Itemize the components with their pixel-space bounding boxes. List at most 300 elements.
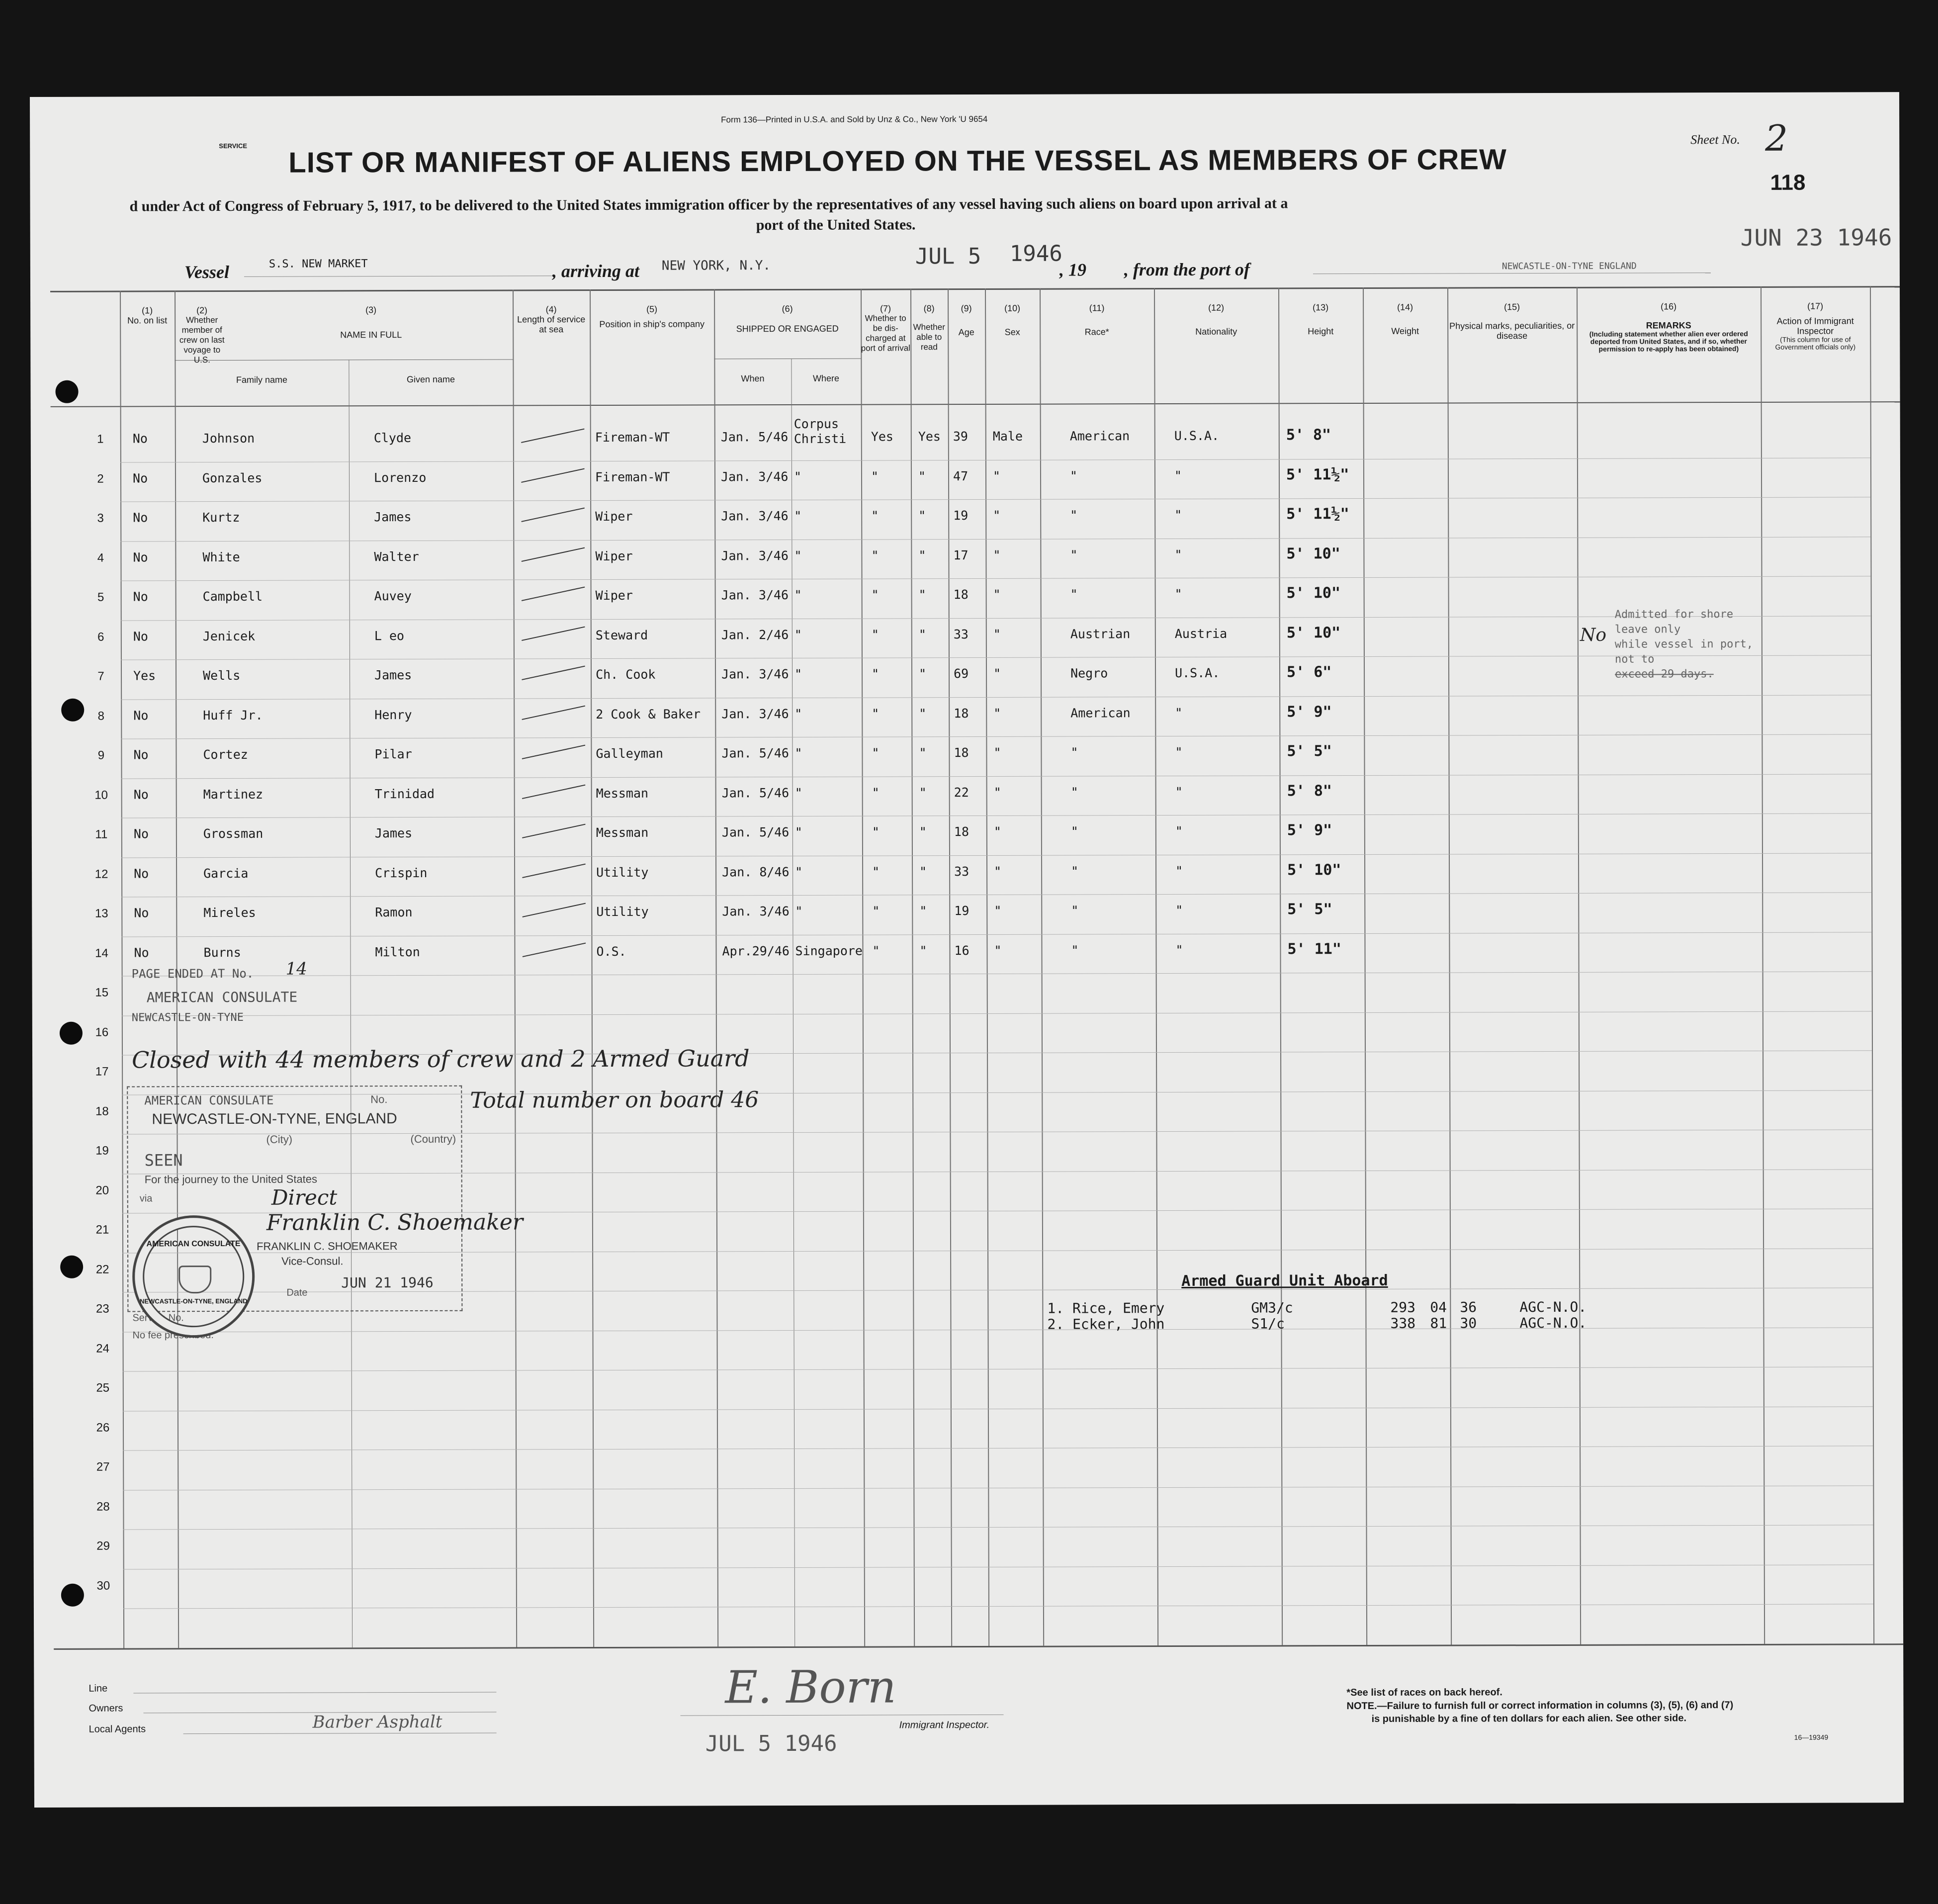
line-number: 9 (97, 748, 105, 762)
column-header-discharged: (7) Whether to be dis-charged at port of arrival (861, 303, 910, 353)
row-rule (121, 655, 1871, 660)
age-cell: 22 (954, 785, 969, 800)
able-to-read-cell: Yes (918, 429, 941, 444)
row-rule (123, 1366, 1873, 1371)
discharged-cell: " (871, 508, 879, 523)
visa-stamp-service: Service No. (132, 1312, 184, 1324)
crew-member-cell: No (133, 787, 149, 802)
shipped-where-cell: " (794, 627, 802, 642)
shipped-where-cell: Corpus Christi (793, 416, 847, 446)
service-length-tick (521, 468, 585, 482)
family-name-cell: Burns (203, 945, 241, 960)
service-label: SERVICE (219, 142, 248, 150)
able-to-read-cell: " (919, 706, 927, 721)
service-length-tick (522, 626, 585, 640)
discharged-cell: " (871, 469, 879, 484)
received-date-stamp: JUN 23 1946 (1740, 224, 1892, 251)
guard-number-2: 04 (1430, 1299, 1447, 1316)
line-number: 28 (96, 1500, 110, 1514)
column-header-race: (11) Race* (1084, 303, 1109, 337)
visa-stamp-no-label: No. (370, 1093, 388, 1106)
visa-stamp-journey: For the journey to the United States (144, 1173, 318, 1186)
footer-races-note: *See list of races on back hereof. (1346, 1687, 1502, 1699)
race-cell: " (1071, 903, 1079, 918)
shipped-where-cell: " (795, 864, 803, 879)
nationality-cell: " (1175, 784, 1183, 799)
shipped-when-cell: Jan. 5/46 (721, 785, 790, 800)
sex-cell: " (993, 785, 1001, 800)
line-number: 23 (95, 1302, 109, 1316)
footer-note-line-2: is punishable by a fine of ten dollars for each alien. See other side. (1371, 1713, 1687, 1724)
row-rule (121, 932, 1871, 937)
manifest-sheet (30, 92, 1904, 1808)
family-name-cell: Grossman (203, 826, 264, 841)
line-number: 26 (96, 1421, 110, 1435)
shipped-when-cell: Jan. 3/46 (720, 469, 789, 484)
crew-member-cell: No (133, 629, 148, 643)
shipped-when-cell: Jan. 3/46 (721, 509, 789, 524)
family-name-cell: Mireles (203, 905, 256, 920)
arriving-label: , arriving at (552, 261, 640, 281)
guard-number-2: 81 (1430, 1315, 1447, 1332)
row-rule (120, 457, 1870, 462)
sex-cell: " (993, 587, 1001, 602)
column-header-height: (13) Height (1308, 302, 1334, 337)
punch-hole (61, 699, 84, 722)
visa-stamp-date-label: Date (286, 1287, 308, 1298)
row-rules (30, 92, 1899, 97)
number-mark: 118 (1770, 170, 1806, 195)
sheet-label: Sheet No. (1690, 132, 1740, 147)
height-cell: 5' 6" (1286, 663, 1332, 681)
race-cell: " (1070, 784, 1078, 800)
able-to-read-cell: " (919, 824, 927, 839)
seal-text-bottom: NEWCASTLE-ON-TYNE, ENGLAND (139, 1297, 248, 1305)
row-rule (121, 853, 1871, 858)
row-rule (121, 734, 1871, 739)
seal-text-top: AMERICAN CONSULATE (146, 1239, 241, 1249)
row-rule (121, 774, 1871, 779)
shipped-where-cell: " (794, 785, 802, 800)
given-name-cell: James (374, 667, 412, 683)
guard-rate: GM3/c (1251, 1299, 1293, 1316)
service-length-tick (522, 784, 586, 799)
shipped-when-cell: Jan. 8/46 (722, 864, 790, 879)
column-header-given-name: Given name (406, 374, 455, 385)
height-cell: 5' 8" (1287, 782, 1332, 800)
punch-hole (55, 380, 78, 403)
discharged-cell: " (872, 904, 880, 918)
given-name-cell: James (374, 825, 413, 841)
discharged-cell: " (872, 943, 880, 958)
line-number: 12 (94, 867, 108, 881)
header-bottom-rule (51, 401, 1900, 407)
service-length-tick (522, 705, 585, 720)
vice-consul-signature: Franklin C. Shoemaker (266, 1209, 524, 1236)
column-header-position: (5) Position in ship's company (599, 304, 705, 330)
shipped-when-cell: Jan. 5/46 (721, 746, 789, 761)
visa-stamp-date: JUN 21 1946 (341, 1274, 434, 1291)
race-cell: " (1071, 863, 1079, 879)
visa-stamp-seen: SEEN (144, 1151, 183, 1170)
shipped-where-cell: " (794, 745, 802, 760)
sex-cell: " (994, 903, 1002, 918)
shipped-when-cell: Jan. 3/46 (721, 548, 789, 563)
position-cell: Fireman-WT (595, 469, 670, 484)
row-rule (120, 497, 1870, 502)
given-name-cell: L eo (374, 628, 405, 643)
given-name-cell: Trinidad (374, 786, 435, 801)
family-name-cell: Martinez (203, 787, 264, 802)
discharged-cell: " (872, 666, 880, 681)
nationality-cell: U.S.A. (1175, 665, 1220, 680)
discharged-cell: " (872, 864, 880, 879)
arrival-year-stamp: 1946 (1009, 241, 1062, 267)
line-number: 22 (95, 1263, 109, 1276)
guard-number-1: 293 (1390, 1299, 1416, 1316)
able-to-read-cell: " (919, 864, 927, 879)
guard-number-3: 30 (1460, 1315, 1477, 1332)
height-cell: 5' 11½" (1286, 465, 1349, 483)
nationality-cell: " (1174, 507, 1182, 522)
row-rule (123, 1525, 1873, 1530)
footer-note-text-1: —Failure to furnish full or correct information in columns (3), (5), (6) and (7) (1377, 1700, 1734, 1712)
line-number: 30 (96, 1579, 110, 1593)
column-header-where: Where (812, 373, 840, 383)
visa-stamp-city: (City) (266, 1133, 293, 1146)
sex-cell: " (993, 824, 1001, 839)
position-cell: Utility (596, 904, 649, 919)
given-name-cell: Lorenzo (373, 470, 427, 485)
race-cell: American (1070, 705, 1131, 721)
race-cell: " (1070, 587, 1078, 602)
position-cell: Fireman-WT (595, 430, 670, 445)
column-header-nationality: (12) Nationality (1195, 302, 1237, 337)
footer-form-code: 16—19349 (1794, 1733, 1829, 1741)
footer-note-label: NOTE. (1346, 1700, 1377, 1712)
line-number: 10 (94, 788, 108, 802)
sex-cell: " (993, 508, 1001, 523)
height-cell: 5' 5" (1287, 742, 1332, 760)
height-cell: 5' 10" (1286, 584, 1341, 602)
able-to-read-cell: " (919, 785, 927, 800)
height-cell: 5' 8" (1286, 426, 1331, 444)
age-cell: 47 (953, 468, 969, 483)
service-length-tick (522, 587, 585, 601)
shipped-when-cell: Jan. 3/46 (721, 667, 789, 682)
given-name-cell: Clyde (373, 430, 412, 446)
service-length-tick (523, 942, 586, 957)
crew-member-cell: Yes (133, 668, 156, 683)
column-header-weight: (14) Weight (1391, 302, 1419, 336)
family-name-cell: Gonzales (202, 470, 263, 485)
row-rule (122, 971, 1872, 976)
column-header-crew: (2) Whether member of crew on last voyage to U.S. (179, 305, 225, 365)
age-cell: 18 (954, 745, 969, 760)
sex-cell: " (993, 745, 1001, 760)
sex-cell: " (993, 666, 1001, 681)
crew-member-cell: No (133, 510, 148, 525)
position-cell: Galleyman (596, 746, 663, 761)
family-name-cell: Wells (203, 668, 241, 683)
shipped-when-cell: Jan. 3/46 (721, 706, 789, 721)
discharged-cell: " (871, 627, 879, 642)
race-cell: " (1069, 468, 1078, 483)
guard-name: 1. Rice, Emery (1047, 1300, 1165, 1317)
consulate-stamp-line-1: AMERICAN CONSULATE (146, 989, 298, 1006)
given-name-cell: Crispin (375, 865, 428, 880)
crew-member-cell: No (132, 431, 148, 446)
height-cell: 5' 11½" (1286, 505, 1349, 523)
shipped-when-cell: Apr.29/46 (722, 943, 790, 958)
shipped-when-cell: Jan. 5/46 (721, 825, 790, 840)
row-rule (123, 1604, 1873, 1609)
row-rule (122, 1011, 1872, 1016)
age-cell: 19 (954, 904, 969, 918)
footer-note-line-1 (1346, 1700, 1733, 1712)
service-length-tick (521, 508, 585, 522)
visa-stamp-location: NEWCASTLE-ON-TYNE, ENGLAND (152, 1110, 397, 1128)
arrival-date-stamp: JUL 5 (915, 243, 981, 270)
visa-stamp-via: Direct (271, 1185, 338, 1210)
height-cell: 5' 11" (1287, 940, 1341, 958)
line-number: 16 (95, 1025, 109, 1039)
position-cell: Ch. Cook (596, 667, 656, 682)
line-number: 15 (95, 986, 109, 999)
sex-cell: " (993, 547, 1001, 562)
year-label: , 19 (1059, 260, 1086, 280)
page-ended-number: 14 (285, 959, 307, 979)
able-to-read-cell: " (918, 468, 926, 483)
family-name-cell: Huff Jr. (203, 708, 263, 723)
visa-stamp-fee: No fee prescribed. (132, 1330, 214, 1341)
column-header-when: When (741, 373, 765, 384)
footer-line-label: Line (88, 1683, 108, 1694)
crew-member-cell: No (133, 549, 148, 564)
line-number: 3 (97, 511, 104, 525)
position-cell: Wiper (595, 548, 633, 563)
closed-note: Closed with 44 members of crew and 2 Armed Guard (131, 1045, 750, 1074)
service-length-tick (523, 903, 586, 917)
line-number: 4 (97, 551, 104, 565)
row-rule (121, 813, 1871, 818)
row-rule (123, 1564, 1873, 1569)
position-cell: Steward (595, 628, 648, 642)
sex-cell: " (992, 468, 1001, 483)
family-name-cell: Jenicek (202, 629, 256, 643)
visa-stamp-country: (Country) (410, 1132, 456, 1146)
height-cell: 5' 10" (1286, 544, 1340, 562)
shipped-when-cell: Jan. 3/46 (722, 904, 790, 919)
shipped-when-cell: Jan. 5/46 (720, 430, 789, 445)
sex-cell: " (994, 864, 1002, 879)
crew-member-cell: No (133, 826, 149, 841)
line-number: 17 (95, 1065, 109, 1079)
able-to-read-cell: " (918, 587, 926, 602)
guard-number-3: 36 (1460, 1299, 1477, 1316)
given-name-cell: James (374, 509, 412, 525)
column-header-sex: (10) Sex (1004, 303, 1021, 337)
punch-hole (60, 1022, 83, 1045)
nationality-cell: " (1174, 586, 1182, 601)
row-rule (123, 1406, 1873, 1411)
family-name-cell: White (202, 549, 240, 564)
height-cell: 5' 9" (1287, 703, 1332, 721)
position-cell: Wiper (595, 509, 633, 524)
crew-member-cell: No (134, 945, 149, 960)
sex-cell: " (994, 943, 1002, 958)
line-number: 19 (95, 1144, 109, 1158)
discharged-cell: " (872, 745, 880, 760)
line-number: 7 (97, 669, 104, 683)
crew-member-cell: No (133, 708, 149, 723)
crew-member-cell: No (133, 747, 149, 762)
discharged-cell: " (872, 785, 880, 800)
guard-unit: AGC-N.O. (1519, 1298, 1587, 1316)
crew-member-cell: No (132, 470, 148, 485)
footer-owners-label: Owners (88, 1703, 123, 1714)
table-top-rule (50, 286, 1900, 292)
footer-agents-value: Barber Asphalt (312, 1712, 442, 1732)
line-number: 1 (97, 432, 104, 446)
column-header-family-name: Family name (236, 374, 288, 385)
column-header-inspector-action: (17) Action of Immigrant Inspector (This column for use of Government officials only) (1775, 301, 1856, 351)
discharged-cell: Yes (871, 429, 893, 444)
punch-hole (61, 1584, 84, 1607)
sex-cell: " (993, 706, 1001, 721)
age-cell: 17 (953, 547, 969, 562)
guard-name: 2. Ecker, John (1047, 1316, 1165, 1333)
sex-cell: Male (992, 429, 1023, 444)
age-cell: 33 (953, 627, 969, 641)
shipped-where-cell: " (794, 706, 802, 721)
shipped-where-cell: " (794, 508, 802, 523)
service-length-tick (522, 863, 586, 878)
crew-member-cell: No (134, 866, 149, 881)
shipped-where-cell: " (794, 548, 802, 563)
nationality-cell: Austria (1174, 626, 1228, 641)
discharged-cell: " (871, 587, 879, 602)
given-name-cell: Ramon (375, 905, 413, 920)
height-cell: 5' 9" (1287, 821, 1332, 839)
consulate-stamp-line-2: NEWCASTLE-ON-TYNE (131, 1011, 244, 1024)
line-number: 5 (97, 590, 104, 604)
nationality-cell: " (1175, 823, 1183, 838)
given-name-cell: Pilar (374, 746, 412, 762)
from-port: NEWCASTLE-ON-TYNE ENGLAND (1501, 261, 1637, 272)
nationality-cell: " (1175, 942, 1183, 957)
crew-member-cell: No (134, 906, 149, 920)
shipped-where-cell: " (793, 469, 802, 484)
page-title: LIST OR MANIFEST OF ALIENS EMPLOYED ON THE VESSEL AS MEMBERS OF CREW (288, 143, 1507, 179)
column-header-physical-marks: (15) Physical marks, peculiarities, or disease (1449, 302, 1575, 341)
line-number: 13 (94, 907, 108, 920)
column-header-shipped: (6) SHIPPED OR ENGAGED (736, 303, 839, 334)
shipped-where-cell: Singapore (795, 943, 863, 958)
given-name-cell: Auvey (374, 588, 412, 604)
able-to-read-cell: " (919, 666, 927, 681)
line-number: 14 (95, 946, 108, 960)
sex-cell: " (993, 627, 1001, 641)
race-cell: " (1070, 547, 1078, 562)
nationality-cell: " (1174, 547, 1182, 562)
nationality-cell: U.S.A. (1174, 428, 1220, 443)
subtitle-line-1: d under Act of Congress of February 5, 1917, to be delivered to the United States immigration officer by the representatives of any vessel having such aliens on board upon arrival at a (129, 195, 1288, 215)
shipped-when-cell: Jan. 3/46 (721, 588, 789, 603)
discharged-cell: " (871, 548, 879, 563)
line-number: 25 (96, 1381, 110, 1395)
age-cell: 18 (954, 706, 969, 721)
visa-stamp-via-label: via (139, 1193, 153, 1204)
position-cell: 2 Cook & Baker (596, 706, 701, 722)
height-cell: 5' 10" (1286, 624, 1341, 641)
age-cell: 16 (954, 943, 969, 958)
vessel-name: S.S. NEW MARKET (268, 258, 368, 271)
height-cell: 5' 10" (1287, 861, 1341, 879)
service-length-tick (521, 429, 585, 443)
line-number: 29 (96, 1539, 110, 1553)
line-number: 18 (95, 1104, 109, 1118)
line-number: 11 (95, 827, 108, 841)
discharged-cell: " (872, 824, 880, 839)
position-cell: Utility (596, 865, 649, 880)
vessel-label: Vessel (184, 262, 229, 282)
race-cell: " (1070, 508, 1078, 523)
service-length-tick (522, 547, 585, 561)
punch-hole (60, 1256, 83, 1278)
table-bottom-rule (54, 1643, 1903, 1650)
row-rule (121, 695, 1871, 700)
position-cell: Messman (596, 786, 649, 801)
nationality-cell: " (1174, 468, 1182, 483)
guard-rate: S1/c (1251, 1315, 1285, 1332)
given-name-cell: Walter (374, 549, 419, 564)
age-cell: 18 (954, 824, 969, 839)
column-header-remarks: (16) REMARKS (Including statement whether alien ever ordered deported from United States, and if so, whether permission to re-apply has been obtained) (1589, 301, 1748, 353)
footer-agents-label: Local Agents (88, 1723, 146, 1735)
shipped-when-cell: Jan. 2/46 (721, 627, 789, 642)
row-rule (123, 1327, 1873, 1332)
shipped-where-cell: " (794, 587, 802, 602)
line-number: 21 (95, 1223, 109, 1237)
age-cell: 19 (953, 508, 969, 523)
race-cell: American (1069, 429, 1130, 444)
remark-text: Admitted for shore leave only while vessel in port, not to exceed 29 days. (1614, 608, 1754, 681)
line-number: 27 (96, 1460, 110, 1474)
age-cell: 33 (954, 864, 969, 879)
service-length-tick (522, 824, 586, 838)
family-name-cell: Kurtz (202, 510, 240, 525)
inspector-date-stamp: JUL 5 1946 (705, 1730, 837, 1757)
total-note: Total number on board 46 (470, 1087, 759, 1113)
visa-stamp-officer: FRANKLIN C. SHOEMAKER (257, 1240, 398, 1253)
column-header-name-label: (3) NAME IN FULL (340, 305, 402, 340)
column-header-no: (1) No. on list (127, 305, 168, 326)
position-cell: O.S. (596, 944, 626, 959)
nationality-cell: " (1175, 744, 1183, 759)
crew-member-cell: No (133, 589, 148, 604)
shipped-where-cell: " (795, 904, 803, 918)
visa-stamp-title: Vice-Consul. (281, 1255, 344, 1268)
age-cell: 69 (954, 666, 969, 681)
column-header-read: (8) Whether able to read (913, 303, 945, 352)
inspector-signature: E. Born (725, 1661, 896, 1714)
row-rule (120, 537, 1870, 542)
arriving-port: NEW YORK, N.Y. (661, 258, 771, 273)
race-cell: Austrian (1070, 626, 1131, 641)
nationality-cell: " (1175, 903, 1183, 917)
row-rule (123, 1485, 1873, 1490)
